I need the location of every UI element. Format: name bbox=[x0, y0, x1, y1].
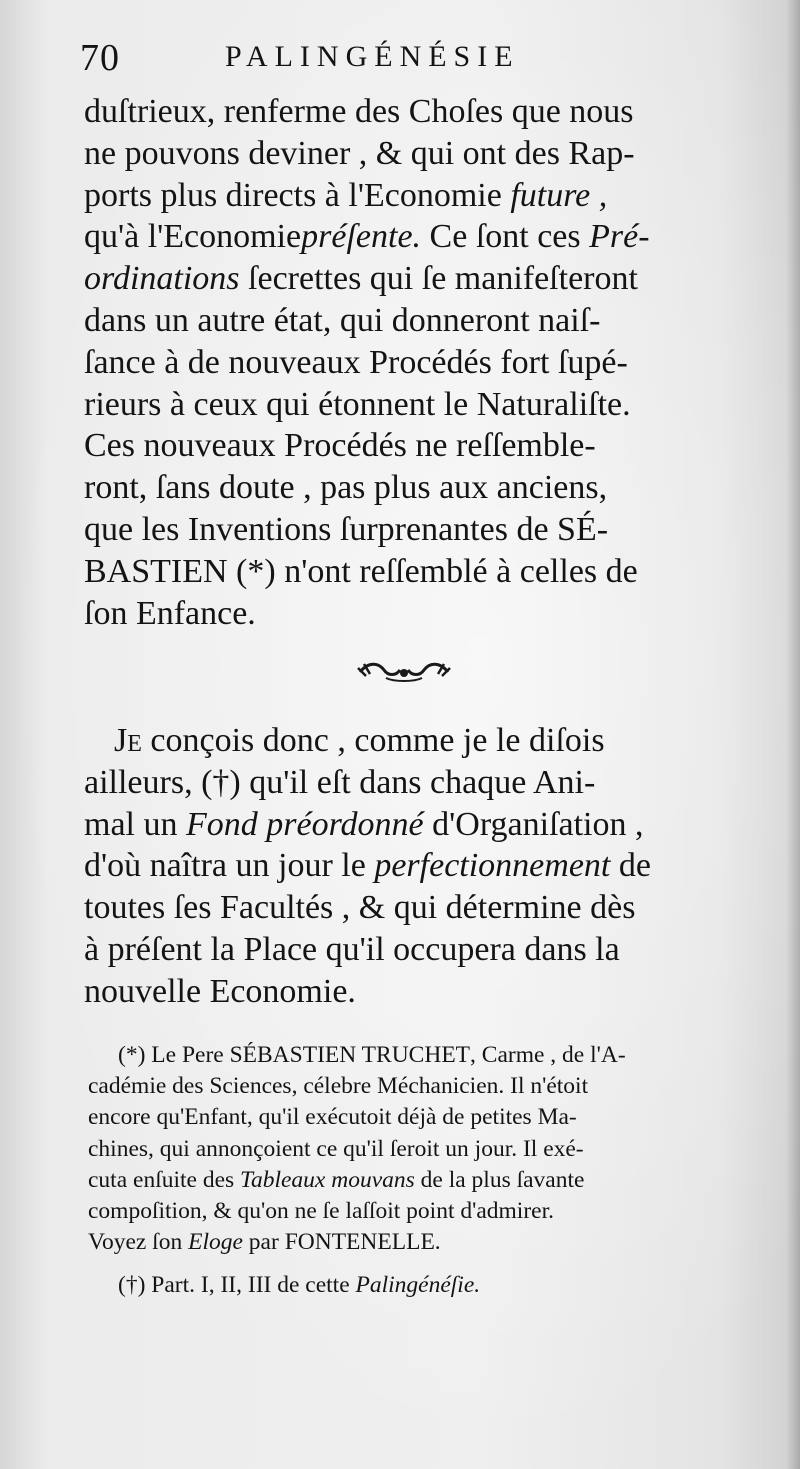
text-fragment: mal un bbox=[84, 805, 178, 843]
text-line bbox=[84, 845, 724, 887]
text-line: duſtrieux, renferme des Choſes que nous bbox=[84, 93, 634, 130]
person-name: FONTENELLE. bbox=[284, 1229, 441, 1256]
text-line bbox=[84, 804, 724, 846]
text-line: compoſition, & qu'on ne ſe laſſoit point d'admirer. bbox=[88, 1198, 554, 1225]
text-fragment: de bbox=[618, 847, 651, 885]
text-line: cadémie des Sciences, célebre Méchanicien. Il n'étoit bbox=[88, 1073, 589, 1100]
text-line bbox=[84, 258, 724, 300]
text-line: encore qu'Enfant, qu'il exécutoit déjà de petites Ma- bbox=[88, 1104, 577, 1131]
text-line: à préſent la Place qu'il occupera dans la bbox=[84, 930, 620, 968]
text-line: que les Inventions ſurprenantes de SÉ- bbox=[84, 510, 609, 548]
text-line bbox=[84, 175, 724, 217]
text-line: Ces nouveaux Procédés ne reſſemble- bbox=[84, 427, 596, 465]
text-fragment: Le Pere bbox=[151, 1042, 224, 1068]
text-line: ailleurs, (†) qu'il eſt dans chaque Ani- bbox=[84, 763, 596, 801]
text-line bbox=[84, 216, 724, 258]
text-line: dans un autre état, qui donneront naiſ- bbox=[84, 301, 601, 339]
text-fragment: d'Organiſation , bbox=[432, 805, 644, 843]
text-fragment: d'où naîtra un jour le bbox=[84, 847, 366, 885]
text-line: ſance à de nouveaux Procédés fort ſupé- bbox=[84, 343, 628, 381]
page-number: 70 bbox=[80, 37, 120, 79]
fleuron-ornament-icon bbox=[356, 658, 452, 684]
text-fragment: ſecrettes qui ſe manifeſteront bbox=[248, 260, 638, 298]
text-line: toutes ſes Facultés , & qui détermine dès bbox=[84, 889, 636, 927]
page-header bbox=[80, 36, 720, 86]
text-line bbox=[88, 1270, 732, 1301]
italic-text: Palingénéſie. bbox=[355, 1272, 481, 1298]
italic-text: Eloge bbox=[188, 1229, 243, 1256]
text-line bbox=[88, 1227, 732, 1258]
text-fragment: qu'à l'Economie bbox=[84, 218, 302, 256]
paragraph-1 bbox=[84, 91, 724, 634]
text-fragment: Part. I, II, III de cette bbox=[151, 1272, 350, 1298]
paragraph-2 bbox=[84, 720, 724, 1013]
footnote-marker: (†) bbox=[118, 1272, 146, 1298]
text-fragment: Voyez ſon bbox=[88, 1229, 183, 1256]
text-fragment: conçois donc , comme je le diſois bbox=[150, 722, 605, 759]
text-line: ſon Enfance. bbox=[84, 594, 256, 632]
text-fragment: de la plus ſavante bbox=[420, 1166, 585, 1193]
text-fragment: Ce ſont ces bbox=[429, 218, 581, 256]
italic-text: Tableaux mouvans bbox=[240, 1166, 415, 1193]
text-line: ront, ſans doute , pas plus aux anciens, bbox=[84, 469, 608, 507]
footnote-marker: (*) bbox=[118, 1042, 146, 1068]
footnote-part-reference bbox=[88, 1270, 732, 1301]
text-line: chines, qui annonçoient ce qu'il ſeroit un jour. Il exé- bbox=[88, 1135, 584, 1162]
page-edge-shadow bbox=[786, 0, 800, 1469]
text-line: rieurs à ceux qui étonnent le Naturaliſte. bbox=[84, 385, 631, 423]
italic-text: ordinations bbox=[84, 260, 240, 298]
italic-text: Fond préordonné bbox=[185, 805, 424, 843]
text-fragment: cuta enſuite des bbox=[88, 1166, 235, 1193]
text-fragment: par bbox=[248, 1229, 279, 1256]
footnote-sebastien bbox=[88, 1040, 732, 1258]
text-line: nouvelle Economie. bbox=[84, 972, 356, 1010]
text-line: BASTIEN (*) n'ont reſſemblé à celles de bbox=[84, 552, 638, 590]
italic-text: Pré- bbox=[589, 218, 650, 256]
running-title: PALINGÉNÉSIE bbox=[225, 40, 520, 73]
text-line: ne pouvons deviner , & qui ont des Rap- bbox=[84, 134, 635, 172]
person-name: SÉBASTIEN TRUCHET bbox=[229, 1042, 471, 1068]
italic-text: préſente. bbox=[301, 218, 422, 256]
text-fragment: ports plus directs à l'Economie bbox=[84, 176, 502, 214]
opening-word: Je bbox=[114, 722, 142, 759]
text-line bbox=[88, 1165, 732, 1196]
italic-text: future , bbox=[510, 176, 608, 214]
italic-text: perfectionnement bbox=[374, 847, 611, 885]
text-line bbox=[88, 1040, 732, 1071]
text-line bbox=[84, 720, 724, 762]
text-fragment: , Carme , de l'A- bbox=[470, 1042, 626, 1068]
